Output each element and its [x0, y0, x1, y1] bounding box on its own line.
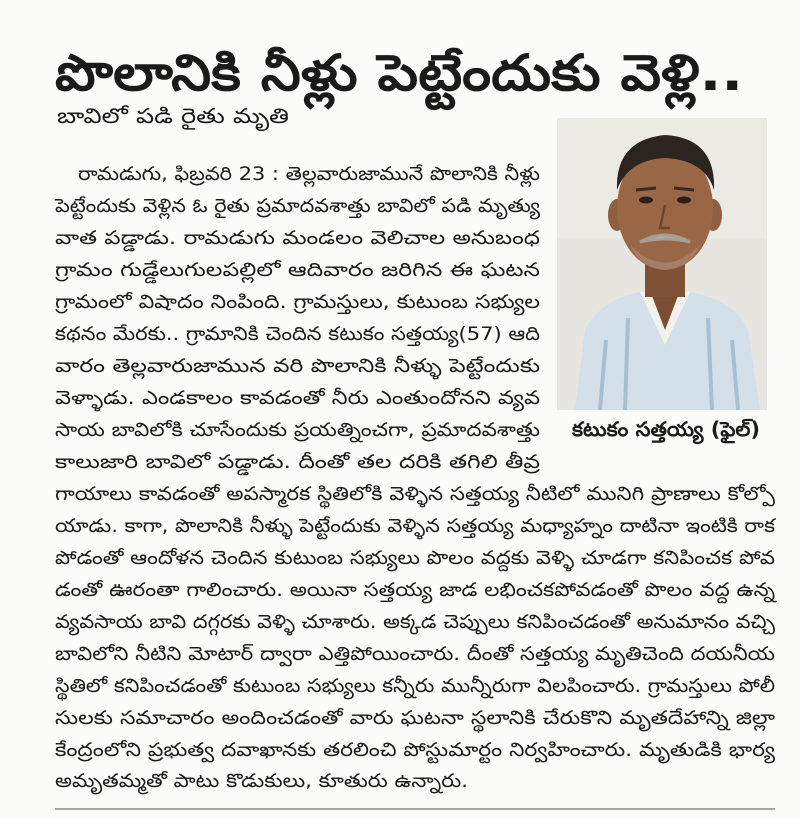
body-line: గ్రామంలో విషాదం నింపింది. గ్రామస్తులు, కుటుంబ సభ్యుల — [55, 291, 474, 313]
body-line: గాయాలు కావడంతో అపస్మారక స్థితిలోకి వెళ్ళిన సత్తయ్య నీటిలో మునిగి ప్రాణాలు కోల్పో — [55, 483, 692, 505]
body-line: రామడుగు, ఫిబ్రవరి 23 : తెల్లవారుజామునే పొలానికి నీళ్లు — [78, 163, 499, 185]
body-line: పోడంతో ఆందోళన చెందిన కుటుంబ సభ్యులు పొలం వద్దకు వెళ్ళి చూడగా కనిపించక పోవ — [55, 547, 700, 569]
body-line: కాలుజారి బావిలో పడ్డాడు. దీంతో తల దరికి తగిలి తీవ్ర — [55, 451, 450, 473]
body-line: సాయ బావిలోకి చూసేందుకు ప్రయత్నించగా, ప్రమాదవశాత్తు — [55, 419, 484, 441]
headline: పొలానికి నీళ్లు పెట్టేందుకు వెళ్లి.. — [55, 44, 658, 102]
body-line: యాడు. కాగా, పొలానికి నీళ్ళు పెట్టేందుకు వెళ్ళిన సత్తయ్య మధ్యాహ్నం దాటినా ఇంటికి రాక — [55, 515, 711, 537]
body-line: బావిలోని నీటిని మోటార్ ద్వారా ఎత్తిపోయించారు. దీంతో సత్తయ్య మృతిచెంది దయనీయ — [55, 643, 700, 665]
body-line: అమృతమ్మతో పాటు కొడుకులు, కూతురు ఉన్నారు. — [55, 770, 425, 792]
body-line: సులకు సమాచారం అందించడంతో వారు ఘటనా స్థలానికి చేరుకొని మృతదేహాన్ని జిల్లా — [55, 707, 675, 729]
body-line: కేంద్రంలోని ప్రభుత్వ దవాఖానకు తరలించి పోస్టుమార్టం నిర్వహించారు. మృతుడికి భార్య — [55, 739, 684, 761]
portrait-photo — [557, 118, 767, 410]
body-line: కథనం మేరకు.. గ్రామానికి చెందిన కటుకం సత్తయ్య(57) ఆది — [55, 323, 494, 345]
photo-caption: కటుకం సత్తయ్య (ఫైల్) — [572, 417, 751, 441]
body-line: పెట్టేందుకు వెళ్లిన ఓ రైతు ప్రమాదవశాత్తు బావిలో పడి మృత్యు — [55, 195, 500, 217]
body-line: వాత పడ్డాడు. రామడుగు మండలం వెలిచాల అనుబంధ — [55, 227, 457, 249]
body-line: వారం తెల్లవారుజామున వరి పొలానికి నీళ్ళు పెట్టేందుకు — [55, 355, 452, 377]
body-line: డంతో ఊరంతా గాలించారు. అయినా సత్తయ్య జాడ లభించకపోవడంతో పొలం వద్ద ఉన్న — [55, 579, 694, 601]
body-line: స్థితిలో కనిపించడంతో కుటుంబ సభ్యులు కన్నీరు మున్నీరుగా విలపించారు. గ్రామస్తులు పోలీ — [55, 675, 713, 697]
subheadline: బావిలో పడి రైతు మృతి — [57, 104, 249, 128]
body-line: గ్రామం గుడ్డేలుగులపల్లిలో ఆదివారం జరిగిన ఈ ఘటన — [55, 259, 448, 281]
body-line: వ్యవసాయ బావి దగ్గరకు వెళ్ళి చూశారు. అక్కడ చెప్పులు కనిపించడంతో అనుమానం వచ్చి — [55, 611, 708, 633]
body-line: వెళ్ళాడు. ఎండకాలం కావడంతో నీరు ఎంతుందోనని వ్యవ — [55, 387, 465, 409]
